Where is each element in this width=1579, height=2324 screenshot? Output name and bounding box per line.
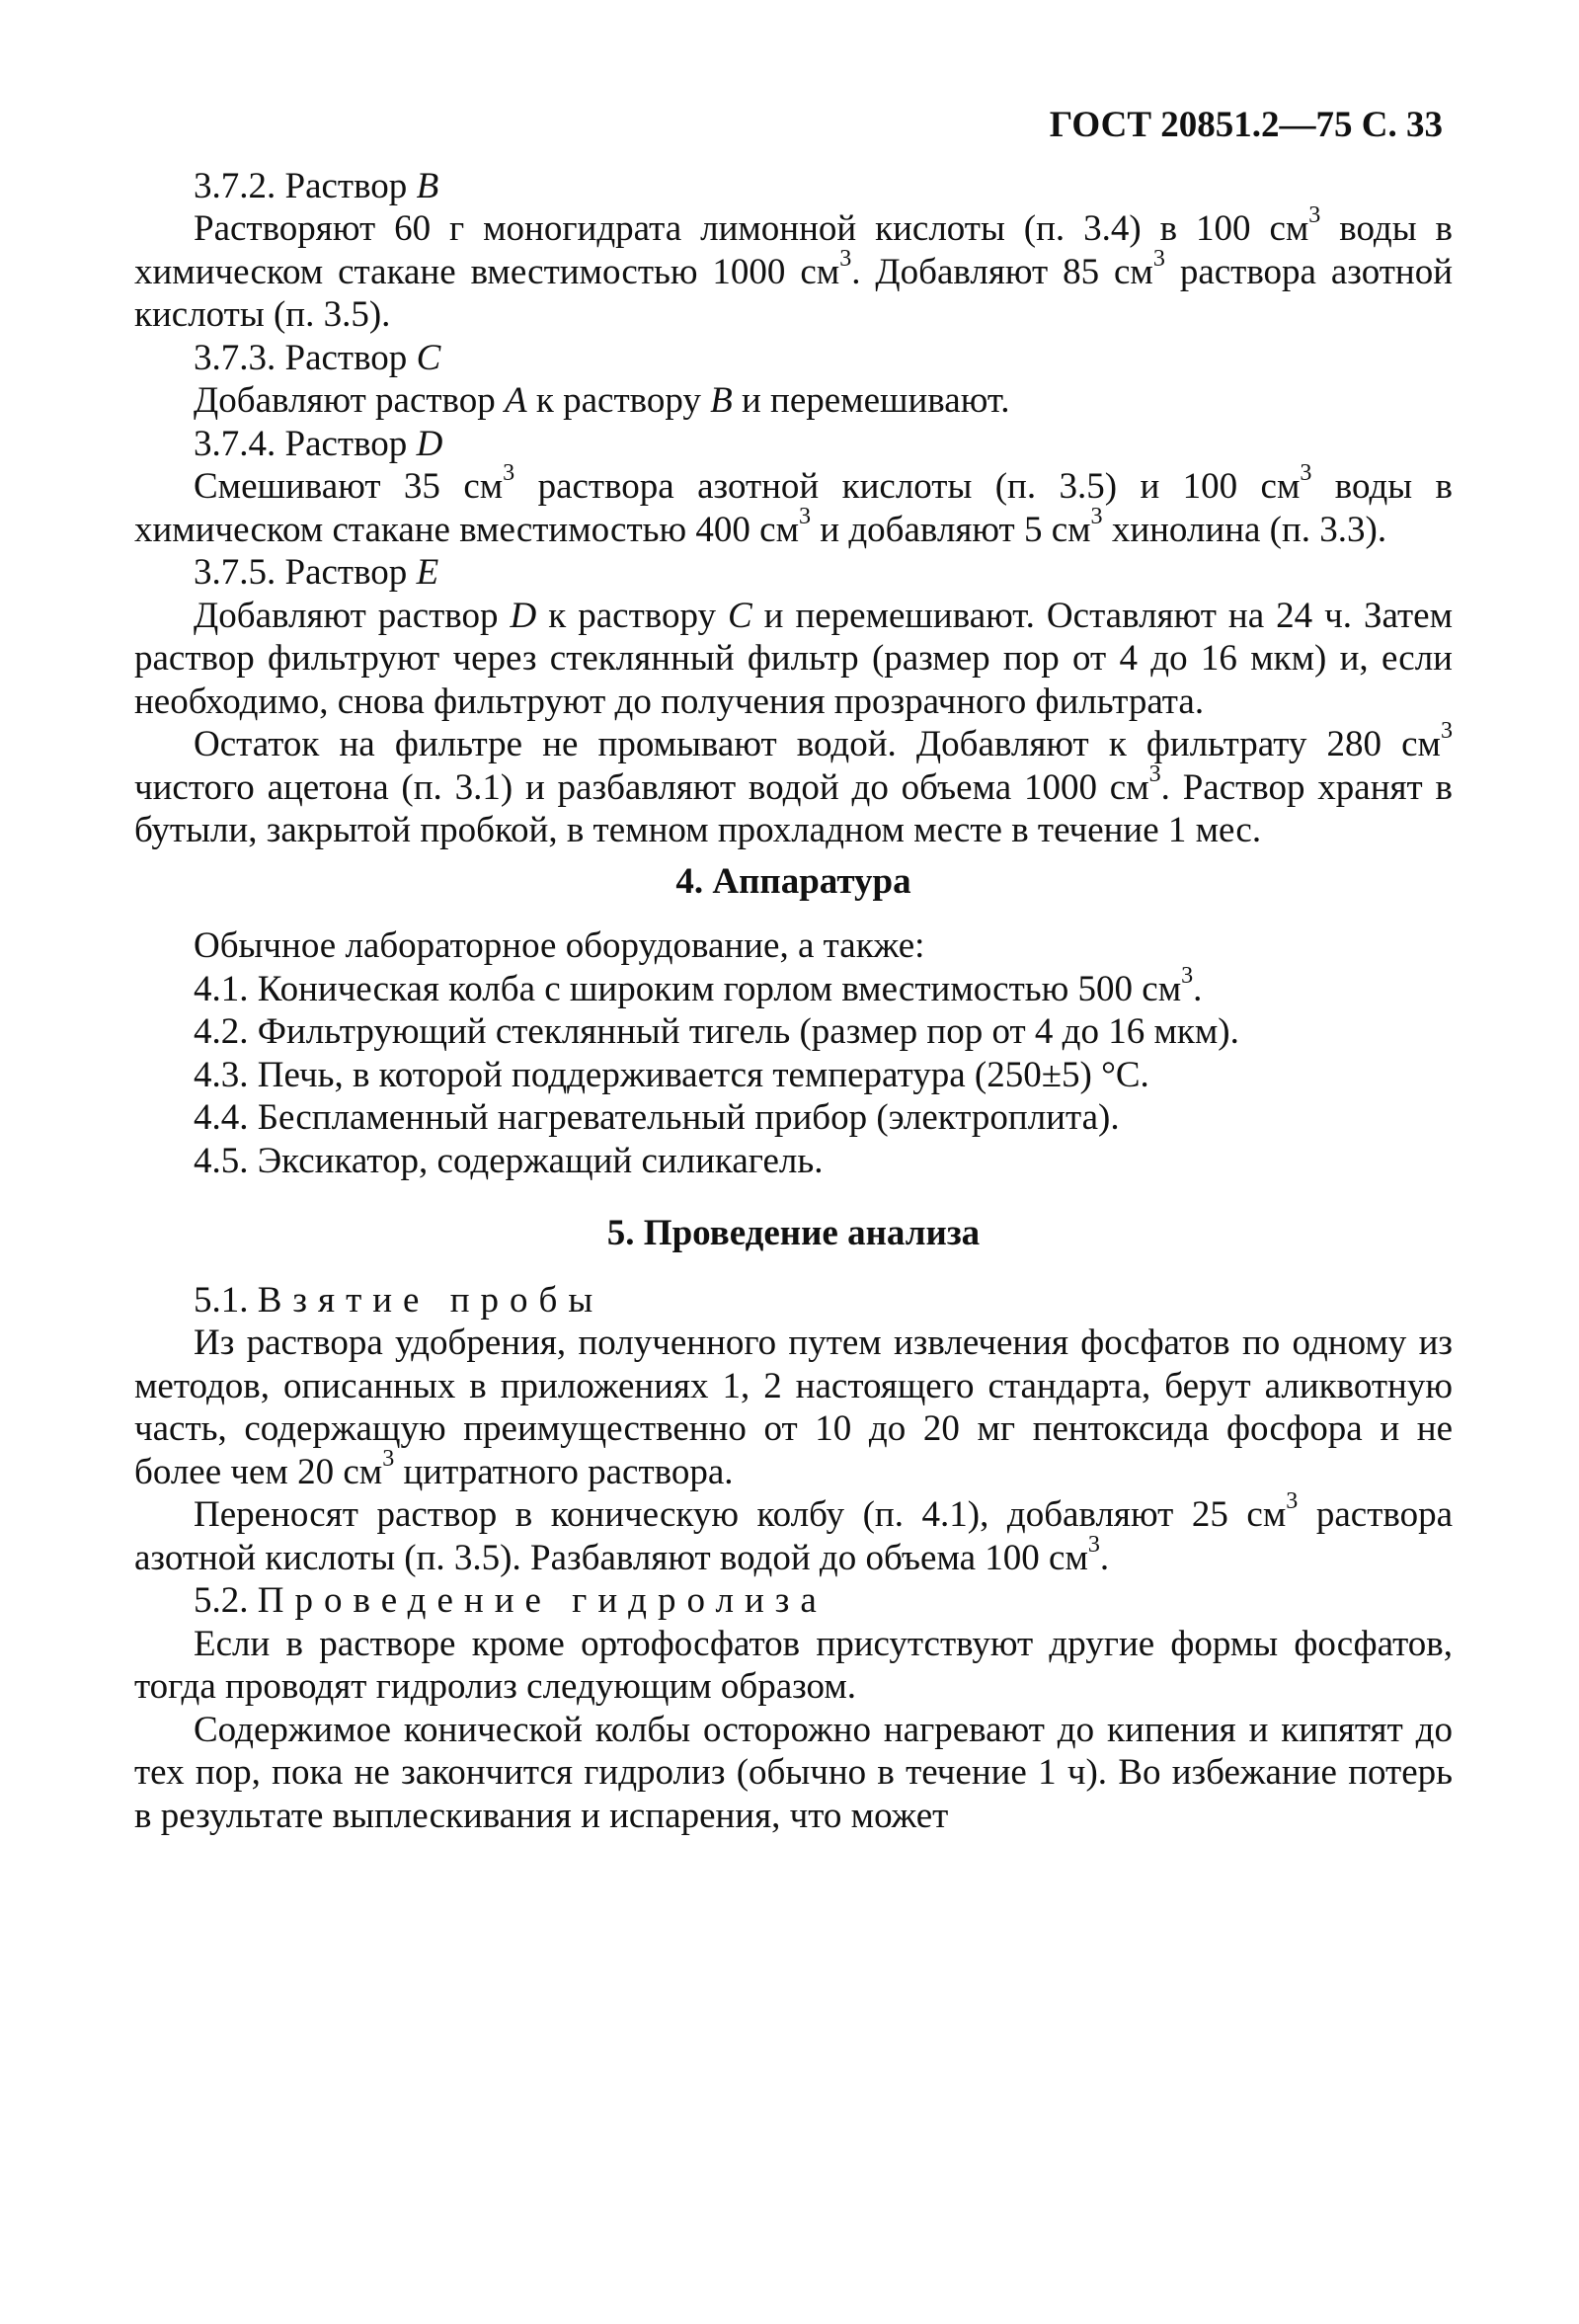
apparatus-item-4-1: 4.1. Коническая колба с широким горлом вместимостью 500 $см^3$.: [194, 962, 1203, 1009]
paragraph-3-7-5: Добавляют раствор D к раствору C и перемешивают. Оставляют на 24 ч. Затем раствор фильтруют через стеклянный фильтр (размер пор от 4 до 16 мкм) и, если необходимо, снова фильтруют до получения прозрачного фильтрата.: [134, 595, 1453, 722]
heading-3-7-2: 3.7.2. Раствор B: [194, 165, 439, 206]
section-4-intro: Обычное лабораторное оборудование, а также:: [194, 925, 925, 966]
paragraph-5-2-heating: Содержимое конической колбы осторожно нагревают до кипения и кипятят до тех пор, пока не закончится гидролиз (обычно в течение 1 ч). Во избежание потерь в результате выплескивания и испарения, что может: [134, 1709, 1453, 1836]
paragraph-3-7-4: Смешивают 35 $см^3$ раствора азотной кислоты (п. 3.5) и 100 $см^3$ воды в химическом стакане вместимостью 400 $см^3$ и добавляют 5 $см^3$ хинолина (п. 3.3).: [134, 459, 1453, 550]
paragraph-3-7-5-storage: Остаток на фильтре не промывают водой. Добавляют к фильтрату 280 $см^3$ чистого ацетона (п. 3.1) и разбавляют водой до объема 1000 $см^3$. Раствор хранят в бутыли, закрытой пробкой, в темном прохладном месте в течение 1 мес.: [134, 717, 1453, 850]
paragraph-5-2: Если в растворе кроме ортофосфатов присутствуют другие формы фосфатов, тогда проводят гидролиз следующим образом.: [134, 1623, 1453, 1707]
paragraph-3-7-3: Добавляют раствор A к раствору B и перемешивают.: [194, 380, 1010, 421]
apparatus-item-4-2: 4.2. Фильтрующий стеклянный тигель (размер пор от 4 до 16 мкм).: [194, 1011, 1239, 1052]
heading-3-7-5: 3.7.5. Раствор E: [194, 552, 439, 593]
heading-5-2: 5.2. Проведение гидролиза: [194, 1580, 828, 1621]
paragraph-5-1-transfer: Переносят раствор в коническую колбу (п. 4.1), добавляют 25 $см^3$ раствора азотной кислоты (п. 3.5). Разбавляют водой до объема 100 $см^3$.: [134, 1487, 1454, 1578]
paragraph-3-7-2: Растворяют 60 г моногидрата лимонной кислоты (п. 3.4) в 100 $см^3$ воды в химическом стакане вместимостью 1000 $см^3$. Добавляют 85 $см^3$ раствора азотной кислоты (п. 3.5).: [134, 201, 1453, 335]
apparatus-item-4-3: 4.3. Печь, в которой поддерживается температура (250±5) °С.: [194, 1054, 1149, 1095]
page-header: ГОСТ 20851.2—75 С. 33: [1049, 105, 1443, 145]
section-5-title: 5. Проведение анализа: [606, 1213, 981, 1253]
heading-3-7-3: 3.7.3. Раствор C: [194, 337, 441, 378]
heading-3-7-4: 3.7.4. Раствор D: [194, 423, 443, 464]
apparatus-item-4-5: 4.5. Эксикатор, содержащий силикагель.: [194, 1140, 824, 1181]
paragraph-5-1: Из раствора удобрения, полученного путем извлечения фосфатов по одному из методов, описанных в приложениях 1, 2 настоящего стандарта, берут аликвотную часть, содержащую преимущественно от 10 до 20 мг пентоксида фосфора и не более чем 20 $см^3$ цитратного раствора.: [134, 1322, 1453, 1492]
heading-5-1: 5.1. Взятие пробы: [194, 1279, 604, 1321]
section-4-title: 4. Аппаратура: [675, 860, 911, 902]
apparatus-item-4-4: 4.4. Беспламенный нагревательный прибор (электроплита).: [194, 1097, 1120, 1138]
